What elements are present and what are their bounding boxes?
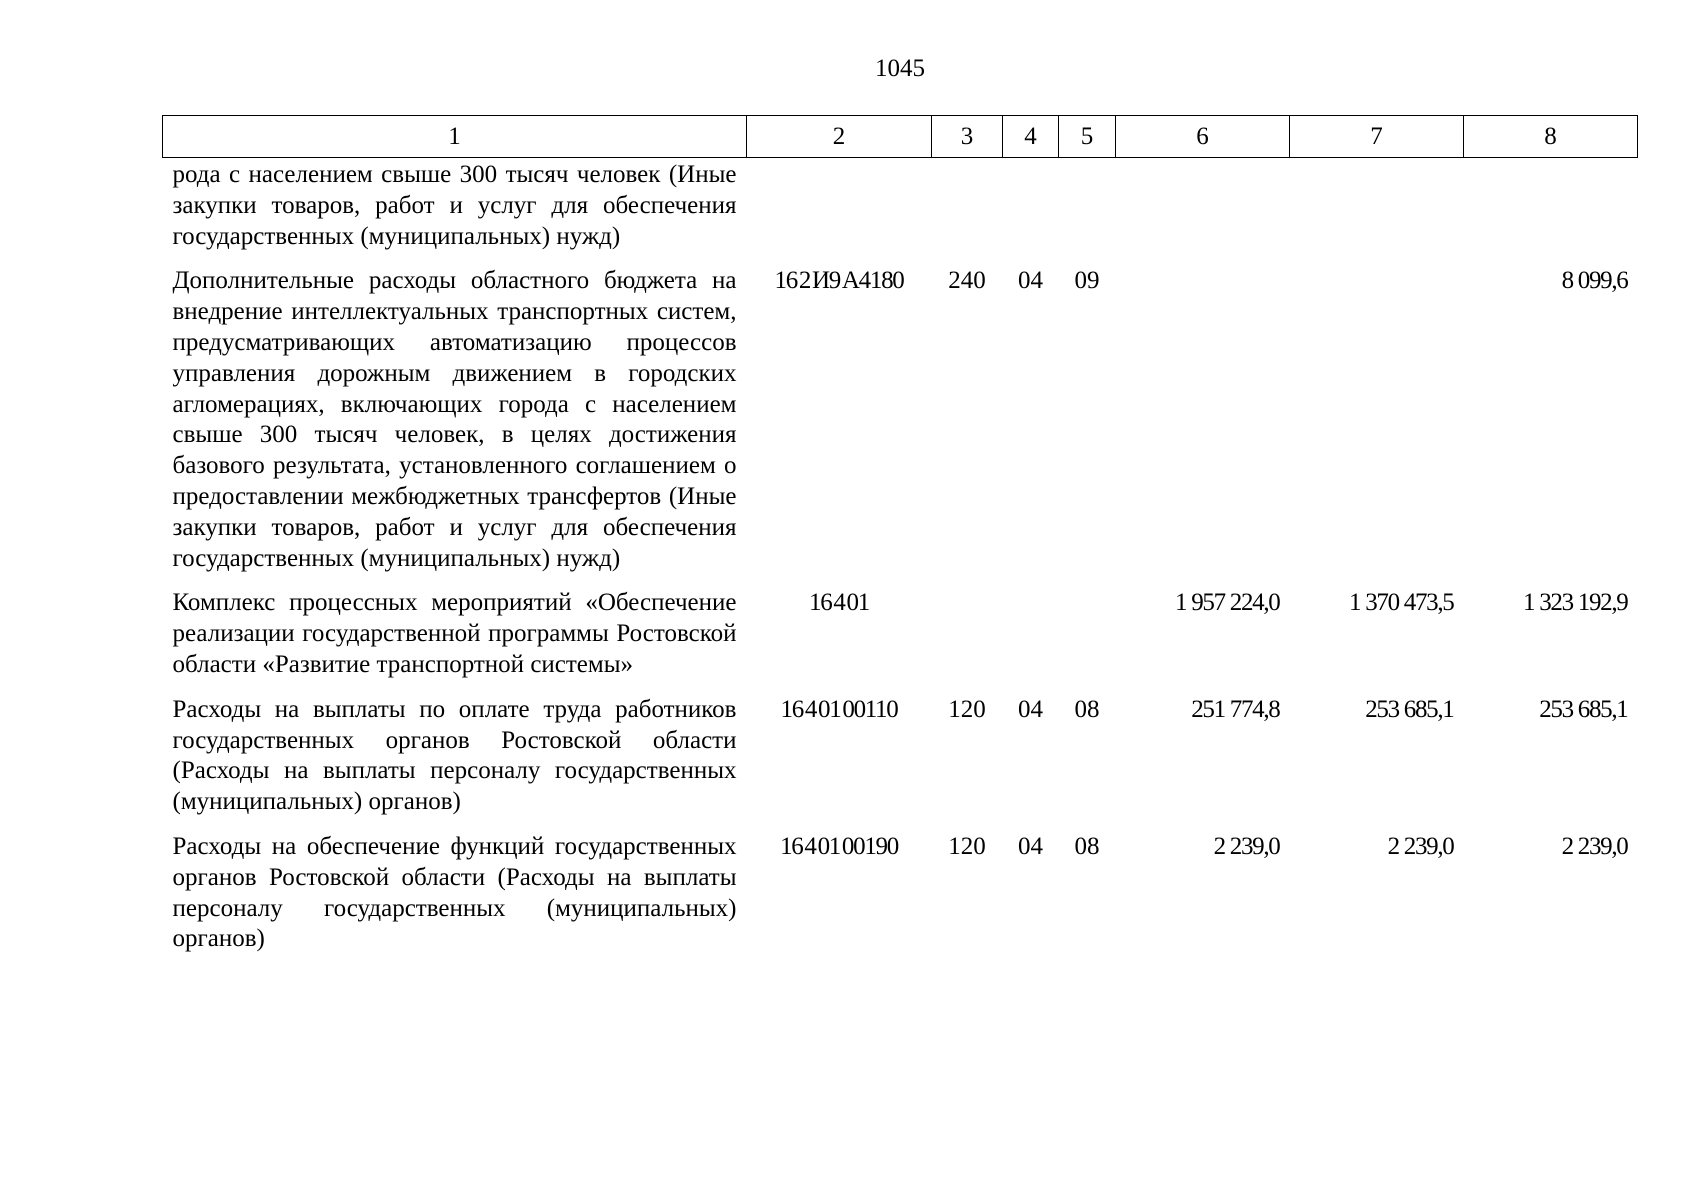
expense-type-code — [932, 585, 1003, 691]
section-code — [1003, 158, 1059, 264]
column-header: 8 — [1464, 116, 1638, 158]
amount-col-7 — [1290, 263, 1464, 585]
target-article-code: 16 4 01 — [809, 589, 869, 617]
table-row — [163, 263, 1638, 585]
amount-col-8: 1 323 192,9 — [1523, 589, 1628, 617]
amount-col-8: 2 239,0 — [1561, 832, 1628, 860]
column-header: 5 — [1059, 116, 1116, 158]
row-description: Расходы на выплаты по оплате труда работников государственных органов Ростовской области (Расходы на выплаты персоналу государственных (муниципальных) органов) — [172, 695, 737, 816]
section-code: 04 — [1018, 832, 1043, 860]
target-article-code: 16 4 01 00190 — [780, 832, 898, 860]
row-description: Комплекс процессных мероприятий «Обеспечение реализации государственной программы Ростовской области «Развитие транспортной системы» — [172, 589, 737, 678]
amount-col-6 — [1116, 158, 1290, 264]
amount-col-6: 251 774,8 — [1191, 695, 1280, 723]
expense-type-code: 240 — [948, 267, 986, 295]
amount-col-8: 253 685,1 — [1539, 695, 1628, 723]
subsection-code: 09 — [1074, 267, 1100, 295]
column-header: 6 — [1116, 116, 1290, 158]
column-header: 2 — [747, 116, 932, 158]
section-code: 04 — [1018, 695, 1043, 723]
subsection-code — [1059, 158, 1116, 264]
table-row — [163, 829, 1638, 966]
amount-col-7: 1 370 473,5 — [1349, 589, 1454, 617]
table-row — [163, 585, 1638, 691]
amount-col-6: 2 239,0 — [1213, 832, 1280, 860]
column-header: 1 — [163, 116, 747, 158]
expense-type-code: 120 — [948, 832, 986, 860]
amount-col-6 — [1116, 263, 1290, 585]
row-description: рода с населением свыше 300 тысяч человек (Иные закупки товаров, работ и услуг для обеспечения государственных (муниципальных) нужд) — [172, 161, 737, 250]
target-article-code: 16 2 И9 А4180 — [774, 267, 904, 295]
column-header: 7 — [1290, 116, 1464, 158]
amount-col-8: 8 099,6 — [1561, 267, 1628, 295]
column-number-header-row — [163, 116, 1638, 158]
table-row — [163, 692, 1638, 829]
section-code: 04 — [1018, 267, 1043, 295]
expense-type-code — [932, 158, 1003, 264]
target-article-code: 16 4 01 00110 — [780, 695, 898, 723]
amount-col-7: 253 685,1 — [1365, 695, 1454, 723]
section-code — [1003, 585, 1059, 691]
amount-col-8 — [1464, 158, 1638, 264]
amount-col-7: 2 239,0 — [1387, 832, 1454, 860]
column-header: 3 — [932, 116, 1003, 158]
page-number: 1045 — [875, 55, 925, 82]
expense-type-code: 120 — [948, 695, 986, 723]
amount-col-7 — [1290, 158, 1464, 264]
row-description: Расходы на обеспечение функций государственных органов Ростовской области (Расходы на выплаты персоналу государственных (муниципальных) органов) — [172, 832, 737, 953]
row-description: Дополнительные расходы областного бюджета на внедрение интеллектуальных транспортных систем, предусматривающих автоматизацию процессов управления дорожным движением в городских агломерациях, включающих города с населением свыше 300 тысяч человек, в целях достижения базового результата, установленного соглашением о предоставлении межбюджетных трансфертов (Иные закупки товаров, работ и услуг для обеспечения государственных (муниципальных) нужд) — [172, 267, 737, 572]
budget-table — [162, 115, 1638, 966]
table-row — [163, 158, 1638, 264]
target-article-code — [747, 158, 932, 264]
column-header: 4 — [1003, 116, 1059, 158]
subsection-code — [1059, 585, 1116, 691]
amount-col-6: 1 957 224,0 — [1175, 589, 1280, 617]
subsection-code: 08 — [1074, 695, 1100, 723]
subsection-code: 08 — [1074, 832, 1100, 860]
